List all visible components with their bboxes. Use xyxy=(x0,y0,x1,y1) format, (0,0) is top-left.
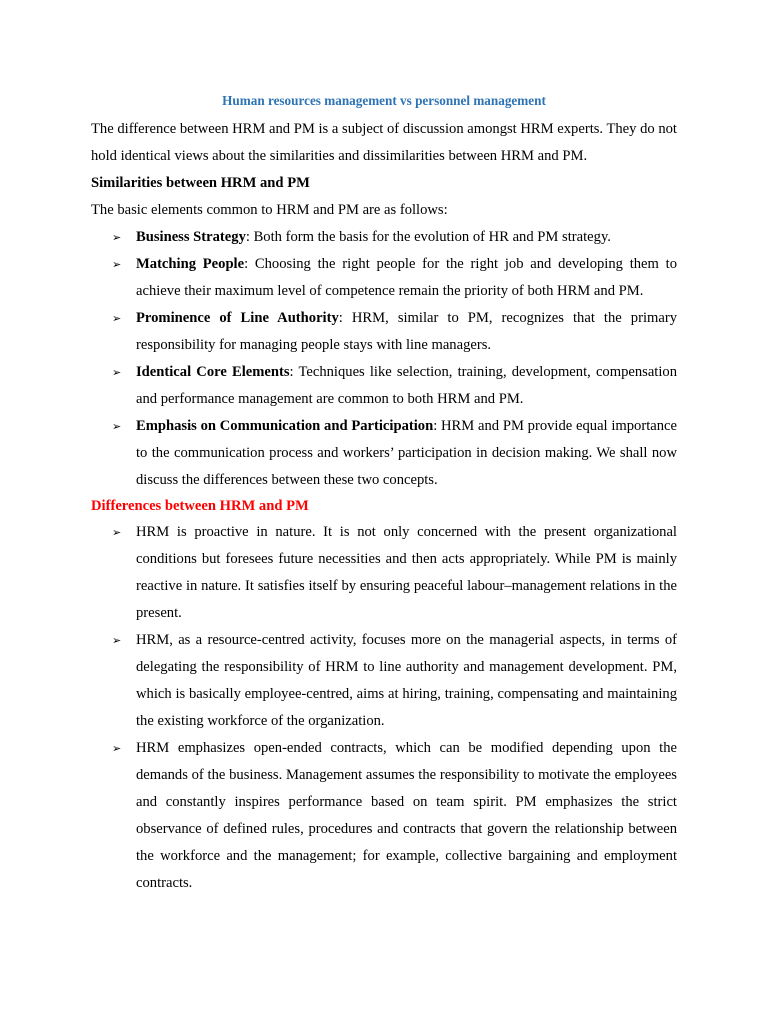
similarities-heading: Similarities between HRM and PM xyxy=(91,175,310,191)
arrowhead-bullet-icon: ➢ xyxy=(112,312,122,325)
similarity-text: : Techniques like selection, training, development, compensation and performance management are common to both HRM and PM. xyxy=(136,364,677,407)
similarity-term: Identical Core Elements xyxy=(136,364,290,380)
similarity-item xyxy=(91,251,677,305)
similarity-text: : Both form the basis for the evolution of HR and PM strategy. xyxy=(245,229,611,245)
arrowhead-bullet-icon: ➢ xyxy=(112,366,122,379)
similarity-term: Emphasis on Communication and Participation xyxy=(136,418,434,434)
similarity-text: : HRM, similar to PM, recognizes that the primary responsibility for managing people stays with line managers. xyxy=(136,310,677,353)
difference-item xyxy=(91,735,677,897)
arrowhead-bullet-icon: ➢ xyxy=(112,420,122,433)
similarity-item xyxy=(91,359,677,413)
differences-list xyxy=(91,519,677,897)
similarity-item xyxy=(91,224,677,251)
document-title: Human resources management vs personnel management xyxy=(222,93,546,108)
similarity-text: : HRM and PM provide equal importance to the communication process and workers’ participation in decision making. We shall now discuss the differences between these two concepts. xyxy=(136,418,677,488)
arrowhead-bullet-icon: ➢ xyxy=(112,258,122,271)
differences-heading: Differences between HRM and PM xyxy=(91,498,309,514)
similarities-lead: The basic elements common to HRM and PM are as follows: xyxy=(91,202,448,218)
arrowhead-bullet-icon: ➢ xyxy=(112,634,122,647)
similarities-list xyxy=(91,224,677,494)
similarity-item xyxy=(91,413,677,494)
arrowhead-bullet-icon: ➢ xyxy=(112,742,122,755)
similarity-text: : Choosing the right people for the right job and developing them to achieve their maximum level of competence remain the priority of both HRM and PM. xyxy=(136,256,677,299)
difference-item xyxy=(91,519,677,627)
similarity-term: Matching People xyxy=(136,256,245,272)
difference-item xyxy=(91,627,677,735)
difference-text: HRM is proactive in nature. It is not only concerned with the present organizational conditions but foresees future necessities and then acts appropriately. While PM is mainly reactive in nature. It satisfies itself by ensuring peaceful labour–management relations in the present. xyxy=(136,524,677,621)
arrowhead-bullet-icon: ➢ xyxy=(112,231,122,244)
intro-paragraph: The difference between HRM and PM is a subject of discussion amongst HRM experts. They do not hold identical views about the similarities and dissimilarities between HRM and PM. xyxy=(91,121,677,164)
similarity-item xyxy=(91,305,677,359)
similarity-term: Business Strategy xyxy=(136,229,246,245)
difference-text: HRM, as a resource-centred activity, focuses more on the managerial aspects, in terms of delegating the responsibility of HRM to line authority and management development. PM, which is basically employee-centred, aims at hiring, training, compensating and maintaining the existing workforce of the organization. xyxy=(136,632,677,729)
arrowhead-bullet-icon: ➢ xyxy=(112,526,122,539)
difference-text: HRM emphasizes open-ended contracts, which can be modified depending upon the demands of the business. Management assumes the responsibility to motivate the employees and constantly inspires performance based on team spirit. PM emphasizes the strict observance of defined rules, procedures and contracts that govern the relationship between the workforce and the management; for example, collective bargaining and employment contracts. xyxy=(136,740,677,891)
similarity-term: Prominence of Line Authority xyxy=(136,310,339,326)
